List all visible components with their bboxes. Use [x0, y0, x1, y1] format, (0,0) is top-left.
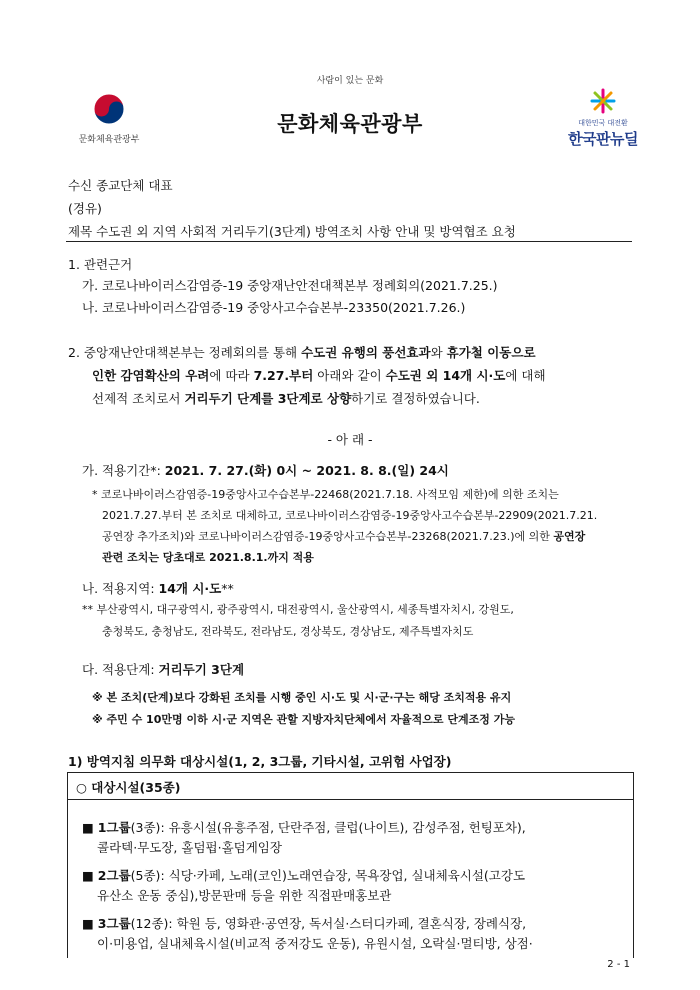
- facility-list-box: [67, 798, 634, 958]
- group1-line2: 콜라텍·무도장, 홀덤펍·홀덤게임장: [97, 840, 282, 855]
- period-note-2: 2021.7.27.부터 본 조치로 대체하고, 코로나바이러스감염증-19중앙사고수습본부-22909(2021.7.21.: [102, 509, 598, 522]
- subject-divider: [66, 241, 632, 242]
- section1-item-ga: 가. 코로나바이러스감염증-19 중앙재난안전대책본부 정례회의(2021.7.25.): [82, 278, 498, 293]
- section1-heading: 1. 관련근거: [68, 257, 133, 272]
- group2-line2: 유산소 운동 중심),방문판매 등을 위한 직접판매홍보관: [97, 888, 392, 903]
- new-deal-logo: [558, 88, 648, 149]
- facility-heading-box: [67, 772, 634, 800]
- recipient: 수신 종교단체 대표: [68, 178, 173, 193]
- section2-line1: 2. 중앙재난안대책본부는 정례회의를 통해 수도권 유행의 풍선효과와 휴가철 이동으로: [68, 345, 536, 360]
- guideline-title: 1) 방역지침 의무화 대상시설(1, 2, 3그룹, 기타시설, 고위험 사업장): [68, 754, 452, 769]
- via: (경유): [68, 201, 102, 216]
- page-number: 2 - 1: [607, 959, 630, 970]
- period-note-3: 공연장 추가조치)와 코로나바이러스감염증-19중앙사고수습본부-23268(2021.7.23.)에 의한 공연장: [102, 530, 586, 543]
- ministry-title: 문화체육관광부: [277, 112, 423, 136]
- region-line: 나. 적용지역: 14개 시·도**: [82, 581, 234, 596]
- stage-line: 다. 적용단계: 거리두기 3단계: [82, 662, 245, 677]
- emblem-label: 문화체육관광부: [78, 135, 140, 145]
- period-note-1: * 코로나바이러스감염증-19중앙사고수습본부-22468(2021.7.18. 사적모임 제한)에 의한 조치는: [92, 488, 559, 501]
- group3-line1: ■ 3그룹(12종): 학원 등, 영화관·공연장, 독서실·스터디카페, 결혼식장, 장례식장,: [82, 916, 527, 931]
- new-deal-title: 한국판뉴딜: [568, 130, 638, 148]
- facility-heading: ○ 대상시설(35종): [76, 780, 181, 795]
- stage-note-1: ※ 본 조치(단계)보다 강화된 조치를 시행 중인 시·도 및 시·군·구는 해당 조치적용 유지: [92, 691, 512, 704]
- period-note-4: 관련 조치는 당초대로 2021.8.1.까지 적용: [102, 551, 314, 564]
- period-line: 가. 적용기간*: 2021. 7. 27.(화) 0시 ~ 2021. 8. 8.(일) 24시: [82, 463, 449, 478]
- new-deal-star-icon: [588, 88, 618, 114]
- slogan: 사람이 있는 문화: [316, 76, 384, 86]
- subject: 제목 수도권 외 지역 사회적 거리두기(3단계) 방역조치 사항 안내 및 방역협조 요청: [68, 224, 516, 239]
- region-note-2: 충청북도, 충청남도, 전라북도, 전라남도, 경상북도, 경상남도, 제주특별자치도: [102, 625, 474, 638]
- below-heading: - 아 래 -: [327, 432, 373, 447]
- stage-note-2: ※ 주민 수 10만명 이하 시·군 지역은 관할 지방자치단체에서 자율적으로 단계조정 가능: [92, 713, 515, 726]
- group3-line2: 이·미용업, 실내체육시설(비교적 중저강도 운동), 유원시설, 오락실·멀티방, 상점·: [97, 936, 533, 951]
- region-note-1: ** 부산광역시, 대구광역시, 광주광역시, 대전광역시, 울산광역시, 세종특별자치시, 강원도,: [82, 603, 514, 616]
- new-deal-tagline: 대한민국 대전환: [578, 119, 628, 127]
- section2-line2: 인한 감염확산의 우려에 따라 7.27.부터 아래와 같이 수도권 외 14개 시·도에 대해: [92, 368, 546, 383]
- section1-item-na: 나. 코로나바이러스감염증-19 중앙사고수습본부-23350(2021.7.26.): [82, 300, 466, 315]
- group1-line1: ■ 1그룹(3종): 유흥시설(유흥주점, 단란주점, 클럽(나이트), 감성주점, 헌팅포차),: [82, 820, 526, 835]
- group2-line1: ■ 2그룹(5종): 식당·카페, 노래(코인)노래연습장, 목욕장업, 실내체육시설(고강도: [82, 868, 526, 883]
- section2-line3: 선제적 조치로서 거리두기 단계를 3단계로 상향하기로 결정하였습니다.: [92, 391, 480, 406]
